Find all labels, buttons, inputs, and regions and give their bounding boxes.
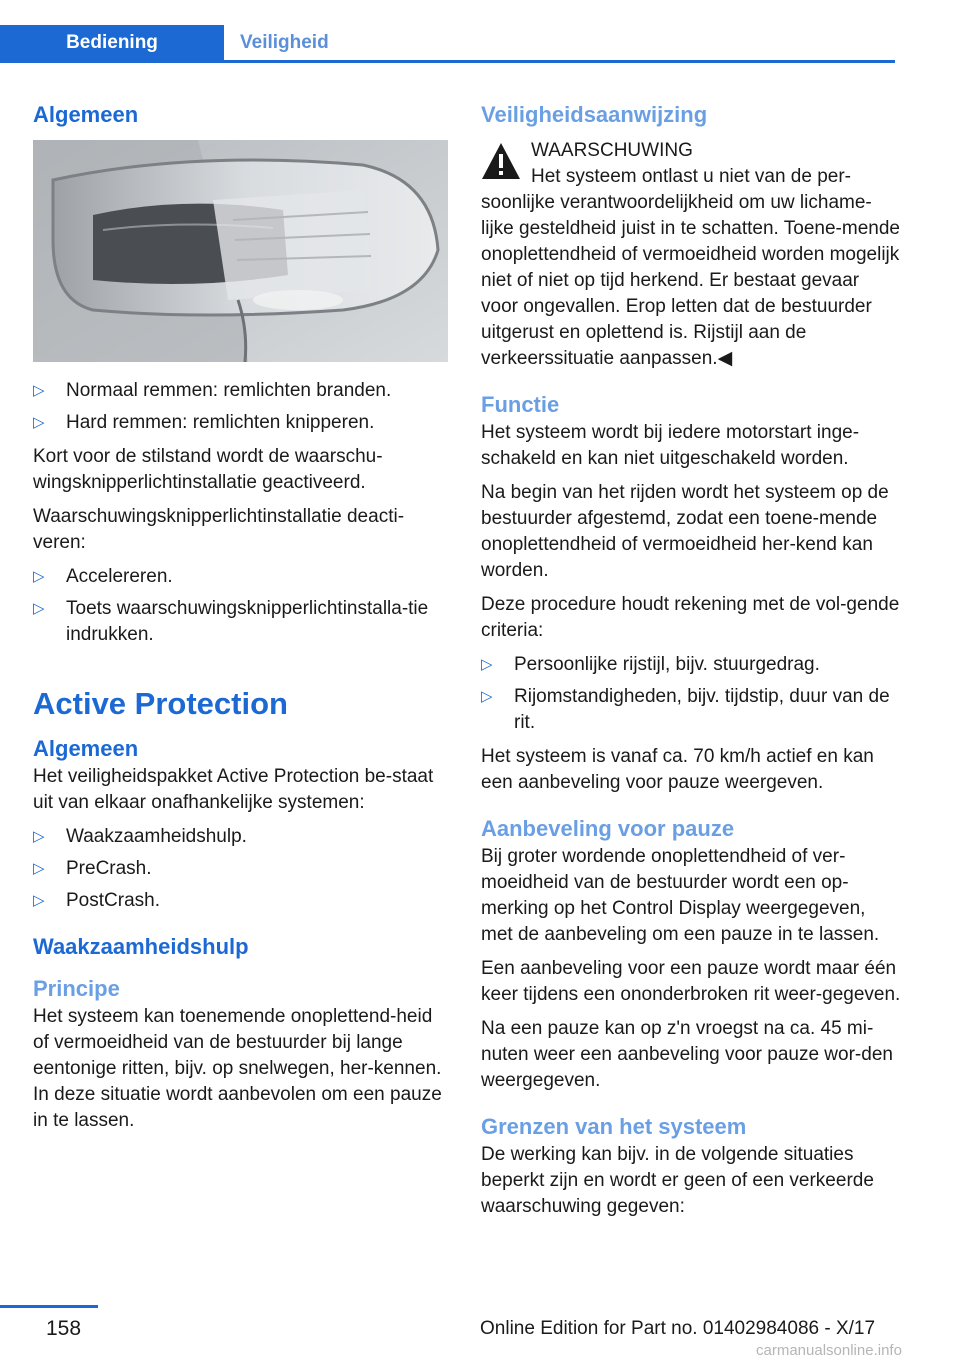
list-item: ▷ Hard remmen: remlichten knipperen.: [33, 410, 448, 436]
list-item: ▷ Rijomstandigheden, bijv. tijdstip, duur van de rit.: [481, 686, 890, 733]
criteria-list: [481, 652, 901, 736]
tab-bar: [0, 25, 895, 63]
heading-algemeen: Algemeen: [33, 102, 139, 127]
list-item: ▷ Persoonlijke rijstijl, bijv. stuurgedrag.: [481, 652, 901, 678]
tab-bediening[interactable]: Bediening: [0, 25, 224, 60]
paragraph: Een aanbeveling voor een pauze wordt maar één keer tijdens een ononderbroken rit weer-gegeven.: [481, 958, 901, 1005]
triangle-bullet-icon: ▷: [33, 382, 45, 399]
warning-triangle-icon: [481, 142, 521, 180]
list-item: ▷ Normaal remmen: remlichten branden.: [33, 378, 448, 404]
footer-rule: [0, 1305, 98, 1308]
deactivate-list: [33, 564, 448, 648]
warning-title: WAARSCHUWING: [531, 140, 693, 161]
paragraph: Waarschuwingsknipperlichtinstallatie deacti-veren:: [33, 506, 405, 553]
heading-waakzaamheidshulp: Waakzaamheidshulp: [33, 934, 249, 959]
paragraph: Het systeem kan toenemende onoplettend-heid of vermoeidheid van de bestuurder bij lange eentonige ritten, bijv. op snelwegen, her-kennen. In deze situatie wordt aanbevolen om een pauze in te lassen.: [33, 1006, 442, 1131]
heading-functie: Functie: [481, 392, 560, 417]
tail-light-illustration: [33, 140, 448, 362]
heading-veiligheidsaanwijzing: Veiligheidsaanwijzing: [481, 102, 708, 127]
heading-principe: Principe: [33, 976, 120, 1001]
left-column: [33, 100, 448, 1142]
list-item: ▷ PostCrash.: [33, 888, 448, 914]
paragraph: Kort voor de stilstand wordt de waarschu-wingsknipperlichtinstallatie geactiveerd.: [33, 446, 383, 493]
paragraph: Na begin van het rijden wordt het systeem op de bestuurder afgestemd, zodat een toene-mende onoplettendheid of vermoeidheid her-kend kan worden.: [481, 482, 889, 581]
paragraph: Bij groter wordende onoplettendheid of ver-moeidheid van de bestuurder wordt een op-merking op het Control Display weergegeven, met de aanbeveling om een pauze in te lassen.: [481, 846, 880, 945]
paragraph: Het systeem is vanaf ca. 70 km/h actief en kan een aanbeveling voor pauze weergeven.: [481, 746, 874, 793]
list-item: ▷ Accelereren.: [33, 564, 448, 590]
warning-text: Het systeem ontlast u niet van de per-soonlijke verantwoordelijkheid om uw lichame-lijke gesteldheid juist in te schatten. Toene-mende onoplettendheid of vermoeidheid worden mogelijk niet of niet op tijd herkend. Er bestaat gevaar voor ongevallen. Erop letten dat de bestuurder uitgerust en oplettend is. Rijstijl aan de verkeerssituatie aanpassen.◀: [481, 166, 900, 369]
page-number: 158: [46, 1317, 82, 1340]
right-column: [481, 100, 901, 1228]
triangle-bullet-icon: ▷: [33, 828, 45, 845]
tab-veiligheid[interactable]: Veiligheid: [240, 31, 329, 53]
paragraph: Het veiligheidspakket Active Protection be-staat uit van elkaar onafhankelijke systemen:: [33, 766, 434, 813]
systems-list: [33, 824, 448, 914]
list-item: ▷ PreCrash.: [33, 856, 448, 882]
warning-block: [481, 138, 901, 164]
paragraph: Na een pauze kan op z'n vroegst na ca. 45 mi-nuten weer een aanbeveling voor pauze wor-den weergegeven.: [481, 1018, 893, 1091]
watermark: carmanualsonline.info: [756, 1342, 902, 1359]
list-item: ▷ Toets waarschuwingsknipperlichtinstalla-tie indrukken.: [33, 598, 429, 645]
heading-grenzen-van-het-systeem: Grenzen van het systeem: [481, 1114, 747, 1139]
triangle-bullet-icon: ▷: [481, 688, 493, 705]
triangle-bullet-icon: ▷: [33, 414, 45, 431]
heading-active-protection: Active Protection: [33, 686, 288, 721]
tail-light-image: [33, 140, 448, 362]
triangle-bullet-icon: ▷: [33, 860, 45, 877]
list-item: ▷ Waakzaamheidshulp.: [33, 824, 448, 850]
triangle-bullet-icon: ▷: [33, 568, 45, 585]
triangle-bullet-icon: ▷: [481, 656, 493, 673]
edition-note: Online Edition for Part no. 01402984086 - X/17: [480, 1318, 876, 1339]
heading-algemeen-2: Algemeen: [33, 736, 139, 761]
paragraph: Het systeem wordt bij iedere motorstart inge-schakeld en kan niet uitgeschakeld worden.: [481, 422, 860, 469]
brake-list: [33, 378, 448, 436]
triangle-bullet-icon: ▷: [33, 600, 45, 617]
heading-aanbeveling-voor-pauze: Aanbeveling voor pauze: [481, 816, 735, 841]
paragraph: De werking kan bijv. in de volgende situaties beperkt zijn en wordt er geen of een verkeerde waarschuwing gegeven:: [481, 1144, 874, 1217]
paragraph: Deze procedure houdt rekening met de vol-gende criteria:: [481, 594, 900, 641]
triangle-bullet-icon: ▷: [33, 892, 45, 909]
